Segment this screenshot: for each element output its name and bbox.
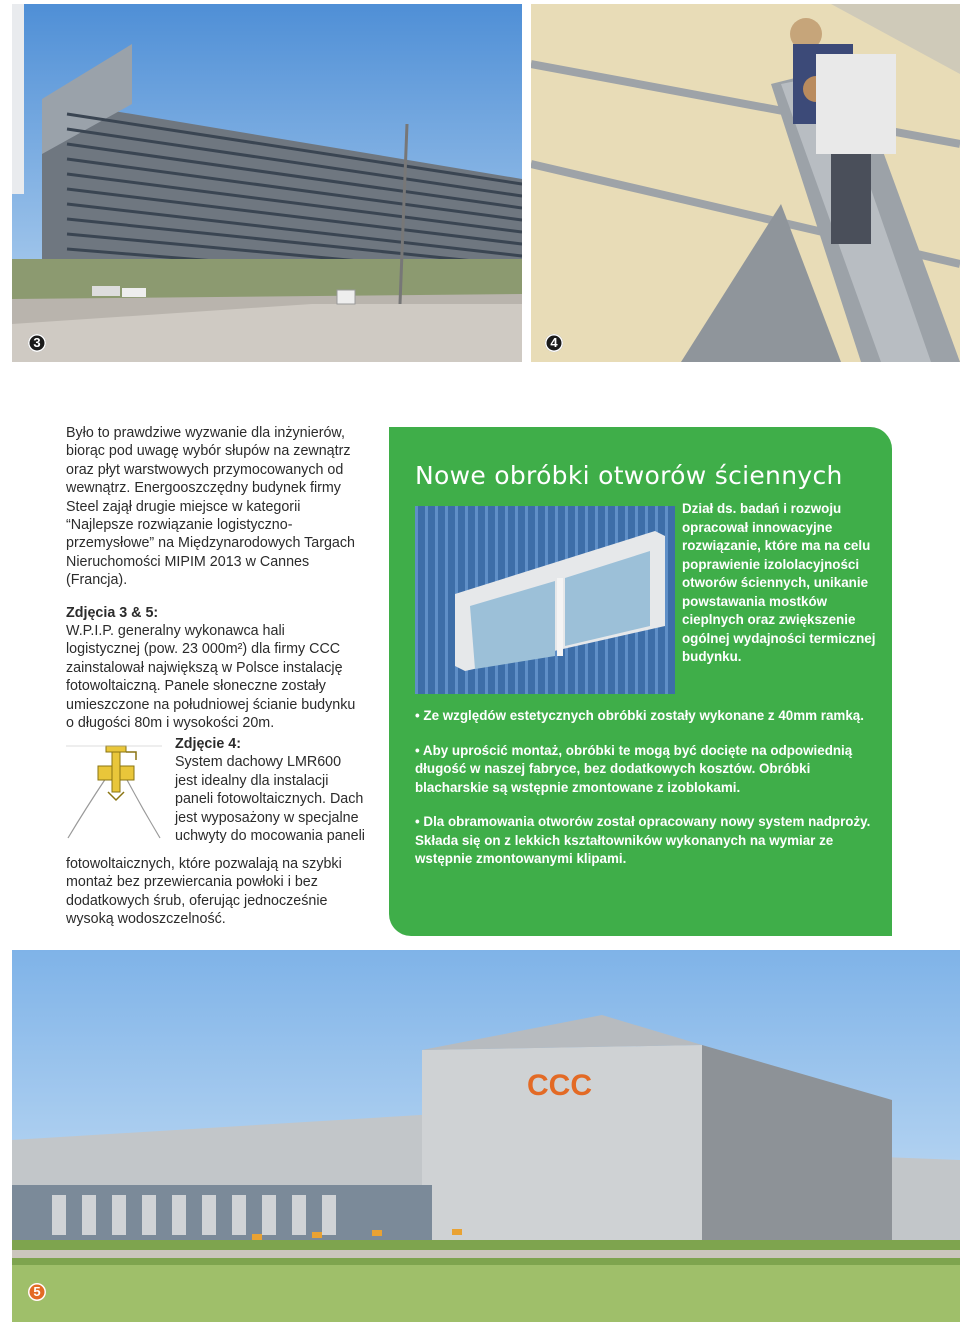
left-text-column (66, 424, 356, 733)
photo-4-number-badge: 4 (545, 334, 563, 352)
photo-4-description-continued: fotowoltaicznych, które pozwalają na szybki montaż bez przewiercania powłoki i bez dodatkowych śrub, oferując jednocześnie wysoką wodoszczelność. (66, 856, 342, 928)
bullet-item: • Ze względów estetycznych obróbki zostały wykonane z 40mm ramką. (415, 708, 864, 723)
photo-roof-workers (531, 4, 960, 362)
info-box-side-text: Dział ds. badań i rozwoju opracował innowacyjne rozwiązanie, które ma na celu poprawienie izololacyjności otworów ściennych, unikanie powstawania mostków cieplnych oraz zwiększenie ogólnej wydajności termicznej budynku. (682, 501, 876, 664)
info-box-title: Nowe obróbki otworów ściennych (415, 461, 843, 490)
photo-3-number-badge: 3 (28, 334, 46, 352)
bullet-item: • Aby uprościć montaż, obróbki te mogą być docięte na odpowiednią długość w naszej fabryce, bez dodatkowych kosztów. Obróbki blacharskie są wstępnie zmontowane z izoblokami. (415, 742, 853, 795)
photos-3-5-heading: Zdjęcia 3 & 5: (66, 604, 159, 621)
photo-5-number-badge: 5 (28, 1283, 46, 1301)
info-box-bullet-list (415, 707, 885, 885)
intro-paragraph: Było to prawdziwe wyzwanie dla inżynierów, biorąc pod uwagę wybór słupów na zewnątrz oraz płyt warstwowych przymocowanych od wewnątrz. Energooszczędny budynek firmy Steel zajął drugie miejsce w kategorii “Najlepsze rozwiązanie logistyczno-przemysłowe” na Międzynarodowych Targach Nieruchomości MIPIM 2013 w Cannes (Francja). (66, 425, 355, 589)
bullet-item: • Dla obramowania otworów został opracowany nowy system nadproży. Składa się on z lekkich kształtowników wykonanych na wymiar ze wstępnie zmontowanymi klipami. (415, 814, 871, 866)
roof-clamp-diagram (66, 738, 162, 842)
photos-3-5-description: W.P.I.P. generalny wykonawca hali logistycznej (pow. 23 000m²) dla firmy CCC zainstalował największą w Polsce instalację fotowoltaiczną. Panele słoneczne zostały umieszczone na południowej ścianie budynku o długości 80m i wysokości 20m. (66, 623, 356, 732)
ccc-building-logo: CCC (527, 1069, 592, 1102)
photo-solar-facade (12, 4, 522, 362)
window-flashing-photo (415, 506, 675, 694)
photo-4-heading: Zdjęcie 4: (175, 736, 241, 752)
photo-ccc-warehouse (12, 950, 960, 1322)
photo-4-description: System dachowy LMR600 jest idealny dla instalacji paneli fotowoltaicznych. Dach jest wyposażony w specjalne uchwyty do mocowania paneli (175, 754, 365, 845)
wall-opening-info-box (389, 427, 892, 936)
photo-4-text (175, 735, 365, 845)
